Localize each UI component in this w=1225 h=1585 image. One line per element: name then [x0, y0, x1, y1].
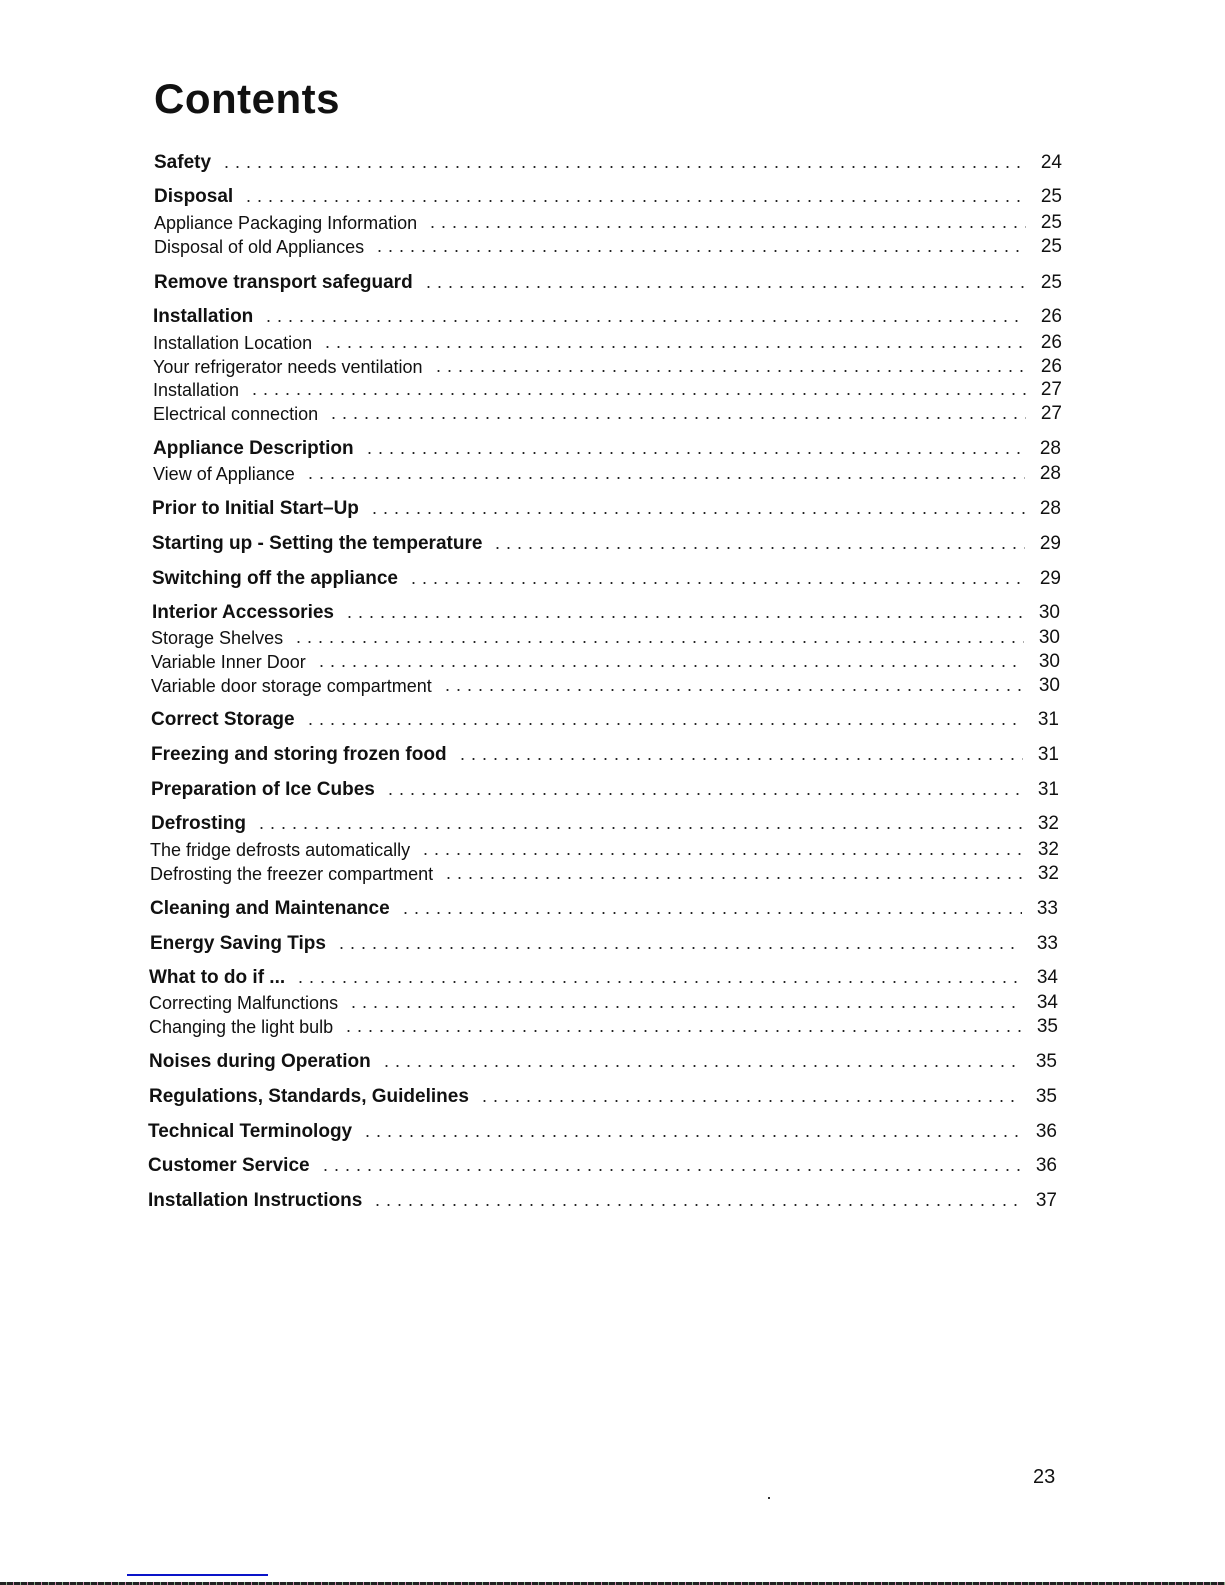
- dot-leader: [336, 946, 1022, 950]
- toc-entry-label: Starting up - Setting the temperature: [152, 533, 492, 555]
- toc-entry-label: Regulations, Standards, Guidelines: [149, 1086, 479, 1108]
- toc-entry-page: 35: [1035, 1086, 1057, 1107]
- toc-subentry[interactable]: [151, 673, 1060, 697]
- toc-entry-label: Disposal of old Appliances: [154, 237, 374, 258]
- toc-entry-page: 31: [1037, 779, 1059, 800]
- toc-entry-page: 29: [1039, 533, 1061, 554]
- toc-entry-page: 33: [1036, 898, 1058, 919]
- dot-leader: [295, 980, 1022, 984]
- toc-entry-page: 28: [1039, 498, 1061, 519]
- toc-entry-page: 26: [1040, 332, 1062, 353]
- dot-leader: [362, 1134, 1021, 1138]
- toc-heading-entry[interactable]: [154, 184, 1062, 208]
- toc-entry-page: 28: [1039, 438, 1061, 459]
- toc-entry-label: Preparation of Ice Cubes: [151, 779, 385, 801]
- dot-leader: [343, 1029, 1022, 1033]
- toc-entry-label: Safety: [154, 152, 221, 174]
- toc-entry-page: 26: [1040, 356, 1062, 377]
- toc-heading-entry[interactable]: [153, 436, 1061, 460]
- toc-subentry[interactable]: [154, 210, 1062, 234]
- toc-entry-page: 30: [1038, 675, 1060, 696]
- toc-heading-entry[interactable]: [152, 496, 1061, 520]
- dot-leader: [305, 476, 1025, 480]
- dot-leader: [400, 911, 1022, 915]
- scan-speck: [768, 1497, 770, 1499]
- dot-leader: [263, 319, 1026, 323]
- toc-heading-entry[interactable]: [152, 566, 1061, 590]
- dot-leader: [420, 852, 1023, 856]
- toc-entry-label: Storage Shelves: [151, 628, 293, 649]
- dot-leader: [381, 1064, 1021, 1068]
- dot-leader: [305, 722, 1023, 726]
- toc-heading-entry[interactable]: [148, 1188, 1057, 1212]
- dot-leader: [492, 546, 1025, 550]
- toc-heading-entry[interactable]: [149, 965, 1058, 989]
- toc-entry-label: Variable door storage compartment: [151, 676, 442, 697]
- toc-subentry[interactable]: [153, 354, 1062, 378]
- toc-entry-page: 37: [1035, 1190, 1057, 1211]
- toc-entry-page: 29: [1039, 568, 1061, 589]
- toc-entry-page: 26: [1040, 306, 1062, 327]
- toc-subentry[interactable]: [153, 461, 1061, 485]
- toc-entry-label: Defrosting the freezer compartment: [150, 864, 443, 885]
- toc-entry-label: Installation: [153, 380, 249, 401]
- toc-entry-page: 25: [1040, 186, 1062, 207]
- toc-heading-entry[interactable]: [151, 777, 1059, 801]
- toc-entry-label: View of Appliance: [153, 464, 305, 485]
- dot-leader: [442, 688, 1024, 692]
- toc-entry-label: Correct Storage: [151, 709, 305, 731]
- dot-leader: [374, 249, 1026, 253]
- dot-leader: [385, 792, 1023, 796]
- dot-leader: [243, 199, 1026, 203]
- toc-entry-label: Noises during Operation: [149, 1051, 381, 1073]
- toc-entry-label: Changing the light bulb: [149, 1017, 343, 1038]
- toc-subentry[interactable]: [149, 1014, 1058, 1038]
- toc-entry-page: 24: [1040, 152, 1062, 173]
- toc-entry-label: What to do if ...: [149, 967, 295, 989]
- toc-entry-page: 31: [1037, 744, 1059, 765]
- toc-heading-entry[interactable]: [148, 1153, 1057, 1177]
- toc-entry-label: Disposal: [154, 186, 243, 208]
- dot-leader: [369, 511, 1025, 515]
- toc-entry-label: Installation Location: [153, 333, 322, 354]
- page-title: Contents: [154, 75, 340, 122]
- dot-leader: [249, 392, 1026, 396]
- dot-leader: [479, 1099, 1021, 1103]
- toc-entry-page: 36: [1035, 1121, 1057, 1142]
- toc-subentry[interactable]: [149, 990, 1058, 1014]
- toc-entry-label: Variable Inner Door: [151, 652, 316, 673]
- toc-entry-label: The fridge defrosts automatically: [150, 840, 420, 861]
- toc-entry-label: Remove transport safeguard: [154, 272, 423, 294]
- toc-entry-page: 30: [1038, 602, 1060, 623]
- toc-heading-entry[interactable]: [148, 1119, 1057, 1143]
- dot-leader: [344, 615, 1024, 619]
- toc-subentry[interactable]: [154, 234, 1062, 258]
- toc-entry-page: 34: [1036, 967, 1058, 988]
- toc-entry-page: 35: [1035, 1051, 1057, 1072]
- toc-entry-page: 32: [1037, 813, 1059, 834]
- toc-entry-page: 34: [1036, 992, 1058, 1013]
- toc-subentry[interactable]: [150, 861, 1059, 885]
- toc-entry-page: 25: [1040, 212, 1062, 233]
- toc-entry-page: 30: [1038, 627, 1060, 648]
- toc-entry-page: 35: [1036, 1016, 1058, 1037]
- dot-leader: [427, 225, 1026, 229]
- dot-leader: [328, 416, 1026, 420]
- toc-entry-label: Freezing and storing frozen food: [151, 744, 457, 766]
- toc-entry-label: Technical Terminology: [148, 1121, 362, 1143]
- toc-entry-page: 25: [1040, 236, 1062, 257]
- dot-leader: [423, 285, 1026, 289]
- toc-entry-label: Switching off the appliance: [152, 568, 408, 590]
- toc-heading-entry[interactable]: [150, 931, 1058, 955]
- toc-heading-entry[interactable]: [151, 742, 1059, 766]
- toc-entry-label: Electrical connection: [153, 404, 328, 425]
- dot-leader: [364, 451, 1025, 455]
- toc-entry-label: Correcting Malfunctions: [149, 993, 348, 1014]
- toc-entry-label: Your refrigerator needs ventilation: [153, 357, 433, 378]
- toc-heading-entry[interactable]: [151, 707, 1059, 731]
- toc-heading-entry[interactable]: [153, 304, 1062, 328]
- toc-entry-label: Appliance Packaging Information: [154, 213, 427, 234]
- dot-leader: [320, 1168, 1021, 1172]
- dot-leader: [457, 757, 1023, 761]
- toc-heading-entry[interactable]: [149, 1049, 1057, 1073]
- toc-entry-page: 31: [1037, 709, 1059, 730]
- toc-entry-page: 33: [1036, 933, 1058, 954]
- blue-underline-rule: [127, 1574, 268, 1576]
- toc-entry-page: 30: [1038, 651, 1060, 672]
- toc-heading-entry[interactable]: [149, 1084, 1057, 1108]
- toc-subentry[interactable]: [153, 401, 1062, 425]
- toc-entry-page: 27: [1040, 403, 1062, 424]
- dot-leader: [221, 165, 1026, 169]
- dot-leader: [348, 1005, 1022, 1009]
- dot-leader: [433, 369, 1027, 373]
- toc-entry-page: 25: [1040, 272, 1062, 293]
- toc-subentry[interactable]: [153, 377, 1062, 401]
- dot-leader: [372, 1203, 1021, 1207]
- toc-subentry[interactable]: [153, 330, 1062, 354]
- dot-leader: [408, 581, 1025, 585]
- toc-entry-page: 36: [1035, 1155, 1057, 1176]
- toc-heading-entry[interactable]: [152, 531, 1061, 555]
- toc-subentry[interactable]: [151, 649, 1060, 673]
- toc-entry-page: 32: [1037, 863, 1059, 884]
- toc-entry-page: 32: [1037, 839, 1059, 860]
- toc-entry-label: Appliance Description: [153, 438, 364, 460]
- toc-subentry[interactable]: [150, 837, 1059, 861]
- toc-entry-label: Interior Accessories: [152, 602, 344, 624]
- toc-heading-entry[interactable]: [154, 150, 1062, 174]
- toc-entry-label: Installation: [153, 306, 263, 328]
- toc-subentry[interactable]: [151, 625, 1060, 649]
- toc-heading-entry[interactable]: [150, 896, 1058, 920]
- dot-leader: [293, 640, 1024, 644]
- page-number: 23: [1033, 1466, 1056, 1488]
- toc-entry-label: Prior to Initial Start–Up: [152, 498, 369, 520]
- toc-heading-entry[interactable]: [154, 270, 1062, 294]
- toc-entry-label: Installation Instructions: [148, 1190, 372, 1212]
- toc-entry-label: Defrosting: [151, 813, 256, 835]
- toc-entry-page: 27: [1040, 379, 1062, 400]
- dot-leader: [256, 826, 1023, 830]
- toc-heading-entry[interactable]: [151, 811, 1059, 835]
- toc-entry-page: 28: [1039, 463, 1061, 484]
- dot-leader: [322, 345, 1026, 349]
- dot-leader: [443, 876, 1023, 880]
- toc-entry-label: Energy Saving Tips: [150, 933, 336, 955]
- toc-entry-label: Customer Service: [148, 1155, 320, 1177]
- toc-entry-label: Cleaning and Maintenance: [150, 898, 400, 920]
- toc-heading-entry[interactable]: [152, 600, 1060, 624]
- dot-leader: [316, 664, 1024, 668]
